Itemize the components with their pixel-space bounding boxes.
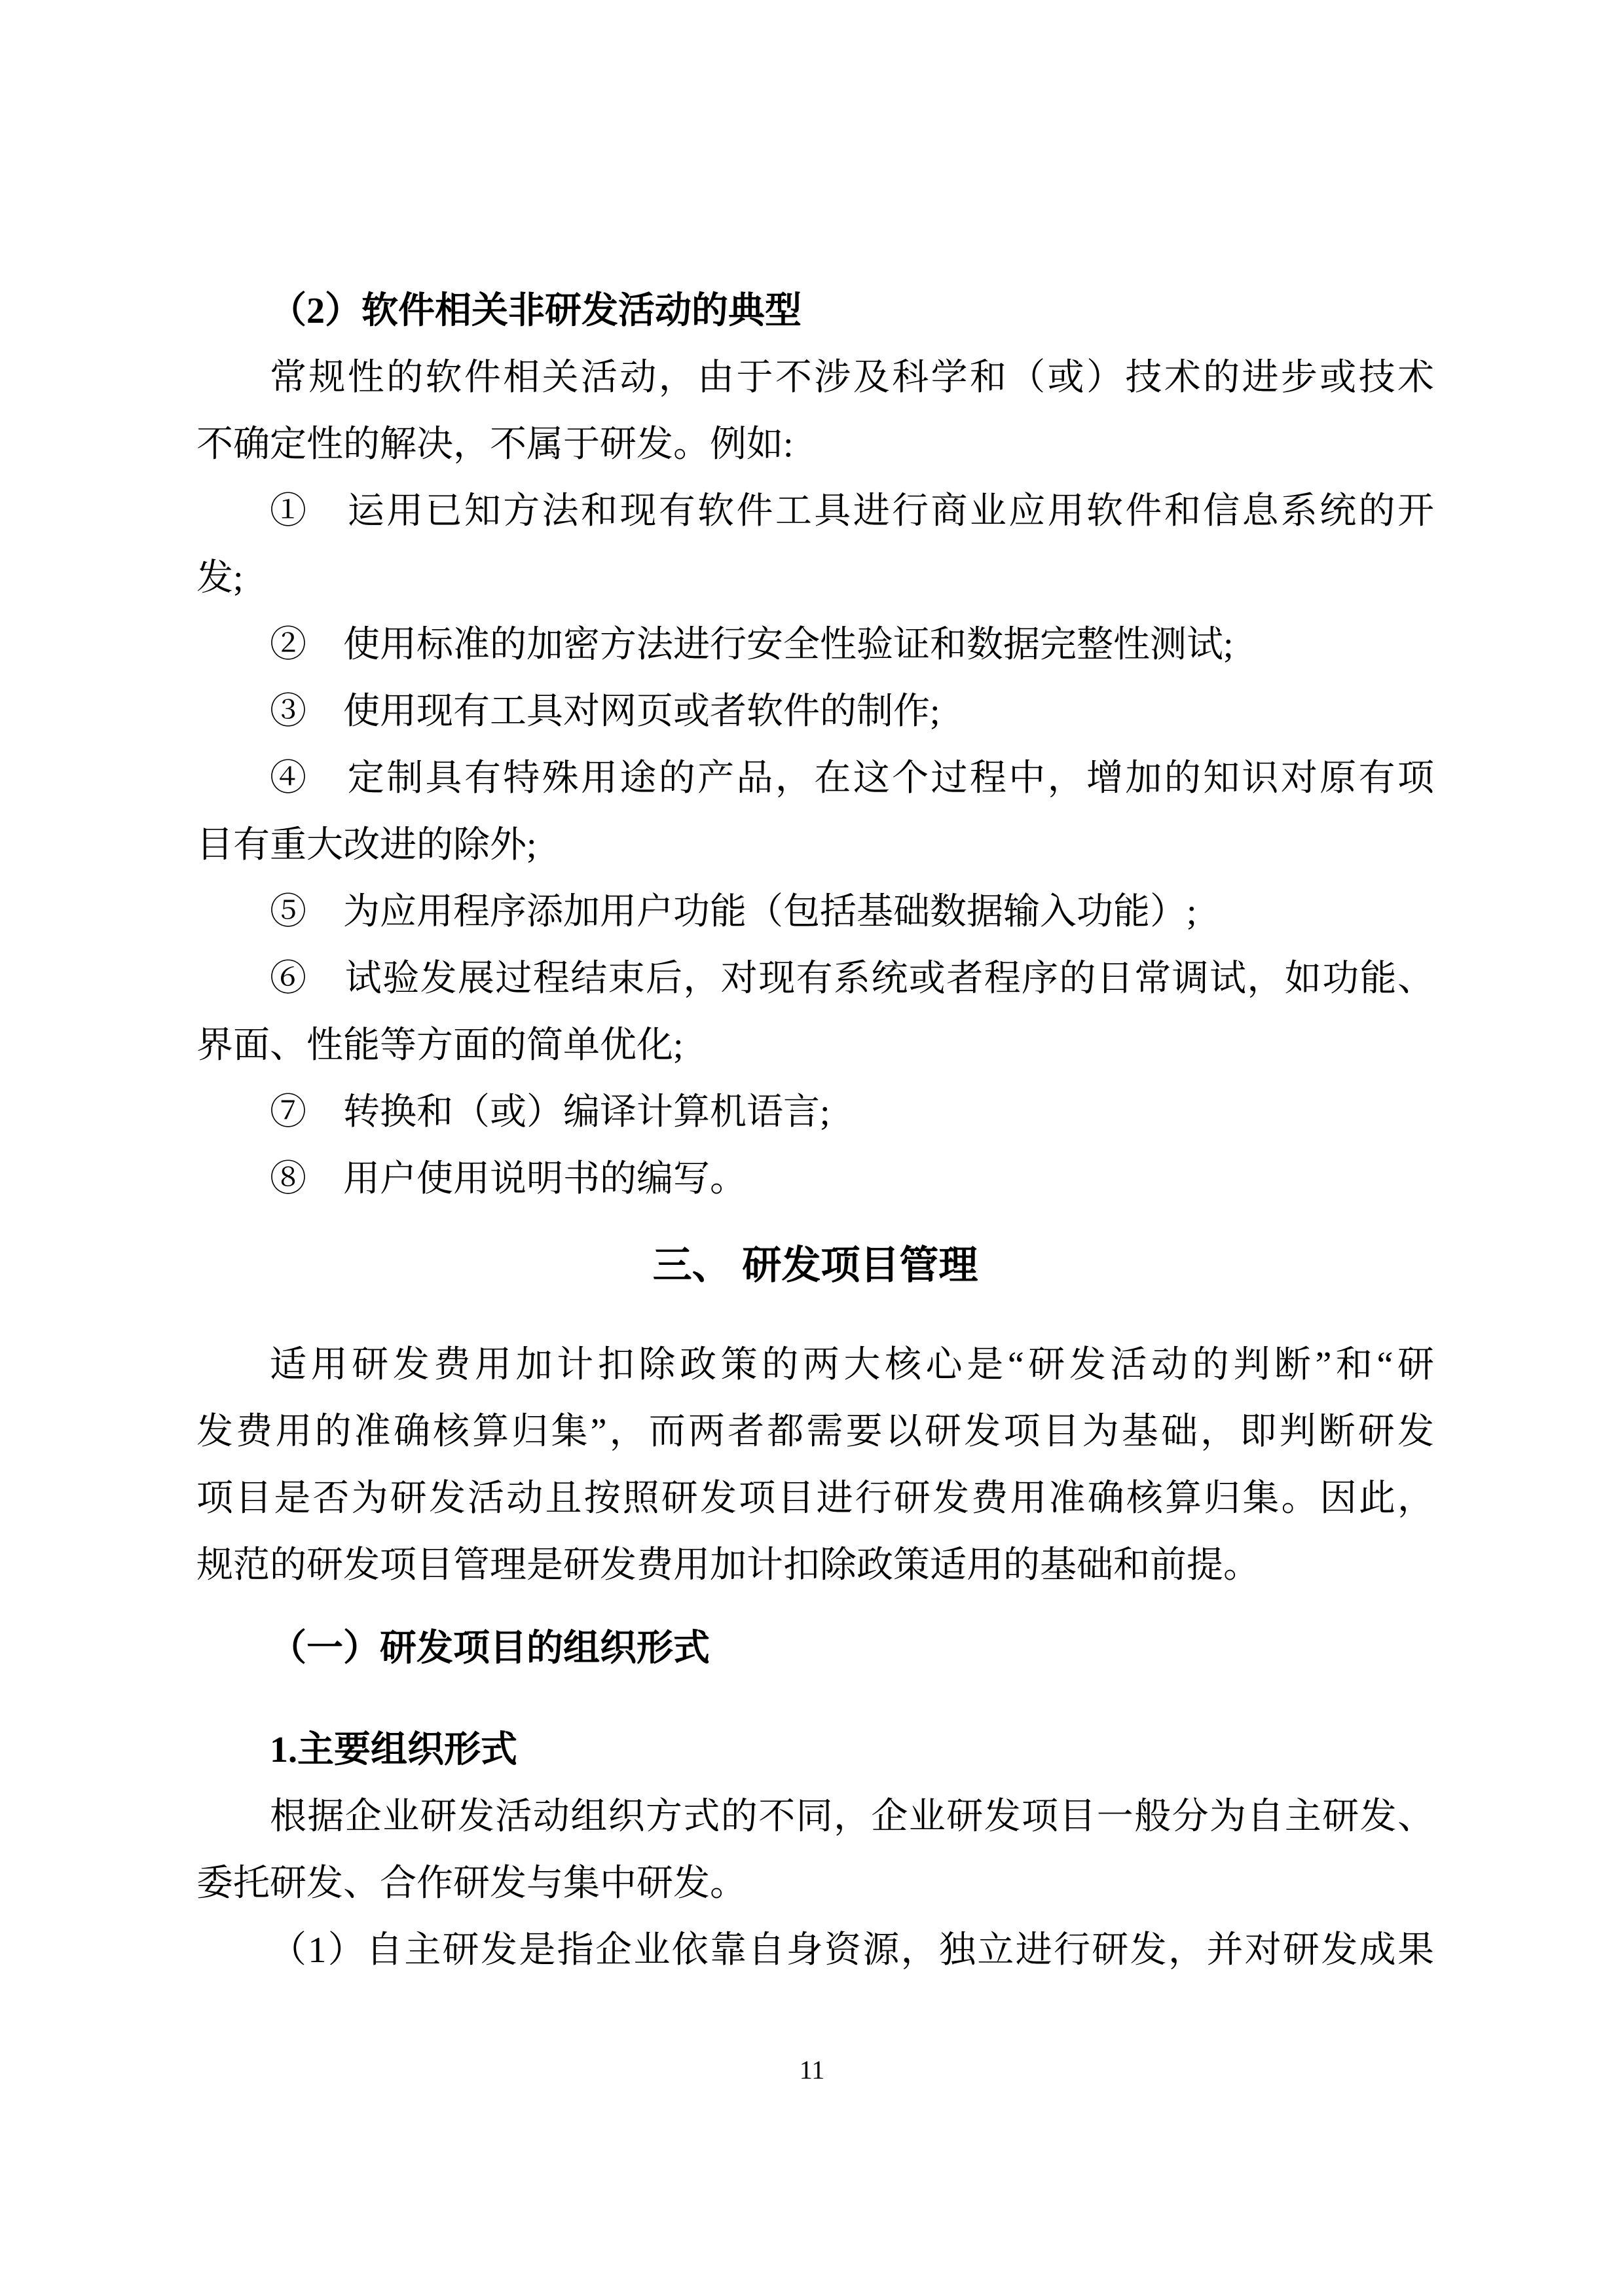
list-item-1-line-2: 发; [196,558,244,598]
list-item-1-line-1: ① 运用已知方法和现有软件工具进行商业应用软件和信息系统的开 [270,491,1434,532]
list-item-6-line-2: 界面、性能等方面的简单优化; [196,1025,684,1066]
list-item-8: ⑧ 用户使用说明书的编写。 [270,1159,747,1199]
list-item-6-line-1: ⑥ 试验发展过程结束后，对现有系统或者程序的日常调试，如功能、 [270,958,1434,999]
list-item-7: ⑦ 转换和（或）编译计算机语言; [270,1092,830,1133]
list-item-4-line-1: ④ 定制具有特殊用途的产品，在这个过程中，增加的知识对原有项 [270,758,1434,799]
list-item-4-line-2: 目有重大改进的除外; [196,825,537,866]
list-item-2: ② 使用标准的加密方法进行安全性验证和数据完整性测试; [270,625,1234,665]
list-item-3: ③ 使用现有工具对网页或者软件的制作; [270,691,940,732]
page-number: 11 [799,2055,825,2085]
para-org-types-line-2: 委托研发、合作研发与集中研发。 [196,1863,747,1904]
subheading-software-non-rd-typical: （2）软件相关非研发活动的典型 [270,291,802,331]
para-independent-rd-line-1: （1）自主研发是指企业依靠自身资源，独立进行研发，并对研发成果 [270,1930,1434,1971]
para-two-cores-line-1: 适用研发费用加计扣除政策的两大核心是“研发活动的判断”和“研 [270,1345,1434,1385]
subheading-main-org-form: 1.主要组织形式 [270,1730,517,1770]
para-two-cores-line-3: 项目是否为研发活动且按照研发项目进行研发费用准确核算归集。因此， [196,1478,1434,1519]
subheading-org-form: （一）研发项目的组织形式 [270,1628,710,1669]
list-item-5: ⑤ 为应用程序添加用户功能（包括基础数据输入功能）; [270,892,1197,932]
section-heading-rd-project-management: 三、 研发项目管理 [652,1243,978,1287]
para-two-cores-line-2: 发费用的准确核算归集”，而两者都需要以研发项目为基础，即判断研发 [196,1412,1434,1452]
page-content [196,278,1434,1984]
para-routine-activities-line-2: 不确定性的解决，不属于研发。例如: [196,424,794,465]
para-routine-activities-line-1: 常规性的软件相关活动，由于不涉及科学和（或）技术的进步或技术 [270,357,1434,398]
para-two-cores-line-4: 规范的研发项目管理是研发费用加计扣除政策适用的基础和前提。 [196,1545,1260,1586]
para-org-types-line-1: 根据企业研发活动组织方式的不同，企业研发项目一般分为自主研发、 [270,1796,1434,1837]
